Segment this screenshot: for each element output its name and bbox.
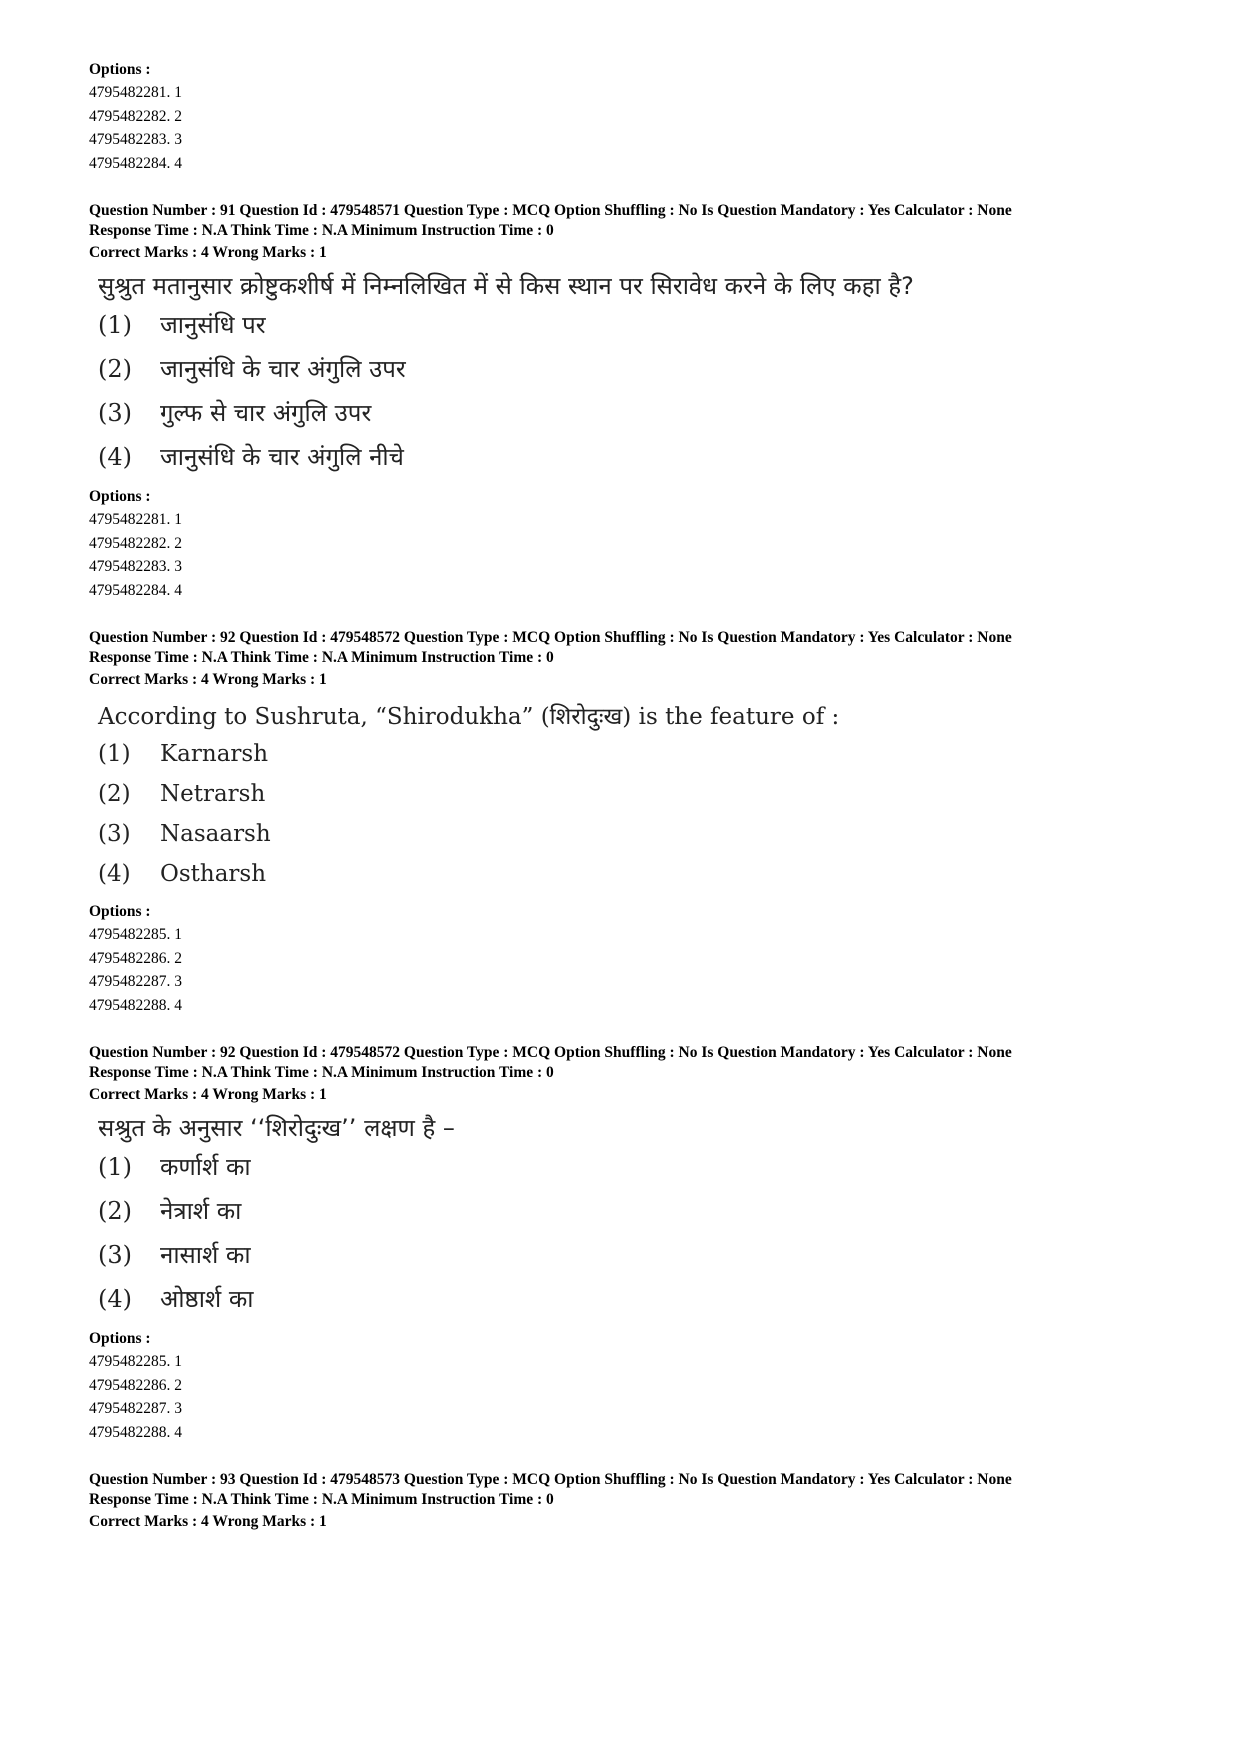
choice-number: (1) — [98, 311, 132, 339]
question-meta-line: Question Number : 92 Question Id : 479548572 Question Type : MCQ Option Shuffling : No Is Question Mandatory : Yes Calculator : None — [89, 629, 1012, 646]
options-label: Options : — [89, 488, 151, 505]
choice-text: Karnarsh — [160, 741, 269, 767]
choice-item — [98, 303, 1169, 347]
choice-item — [98, 391, 1169, 435]
option-line: 4795482282. 2 — [89, 534, 182, 552]
choice-text: गुल्फ से चार अंगुलि उपर — [160, 399, 372, 427]
choice-item — [98, 1233, 1169, 1277]
option-line: 4795482283. 3 — [89, 131, 182, 148]
marks-line: Correct Marks : 4 Wrong Marks : 1 — [89, 1086, 327, 1103]
response-time-line: Response Time : N.A Think Time : N.A Minimum Instruction Time : 0 — [89, 649, 554, 666]
choice-number: (3) — [98, 821, 131, 847]
choice-item — [98, 854, 1169, 894]
options-block — [89, 1327, 1169, 1444]
question-block-91 — [89, 201, 1169, 602]
document-page — [89, 58, 1169, 1532]
question-content — [89, 1111, 1169, 1321]
choice-text: Nasaarsh — [160, 821, 271, 847]
options-label: Options : — [89, 903, 151, 920]
choice-number: (4) — [98, 443, 132, 471]
response-time-line: Response Time : N.A Think Time : N.A Minimum Instruction Time : 0 — [89, 1491, 554, 1508]
question-meta — [89, 628, 1169, 690]
choice-number: (1) — [98, 1153, 132, 1181]
question-block-92-hindi — [89, 1043, 1169, 1444]
choice-item — [98, 774, 1169, 814]
choice-text: जानुसंधि पर — [160, 311, 266, 339]
choice-text: कर्णार्श का — [160, 1153, 251, 1181]
question-meta-line: Question Number : 91 Question Id : 479548571 Question Type : MCQ Option Shuffling : No Is Question Mandatory : Yes Calculator : None — [89, 202, 1012, 219]
choice-text: जानुसंधि के चार अंगुलि उपर — [160, 355, 406, 383]
choice-text: नेत्रार्श का — [160, 1197, 242, 1225]
option-line: 4795482284. 4 — [89, 581, 182, 599]
choice-item — [98, 1145, 1169, 1189]
question-meta — [89, 201, 1169, 263]
option-line: 4795482285. 1 — [89, 1353, 182, 1370]
marks-line: Correct Marks : 4 Wrong Marks : 1 — [89, 244, 327, 261]
question-meta-line: Question Number : 92 Question Id : 479548572 Question Type : MCQ Option Shuffling : No Is Question Mandatory : Yes Calculator : None — [89, 1044, 1012, 1061]
marks-line: Correct Marks : 4 Wrong Marks : 1 — [89, 671, 327, 688]
option-line: 4795482286. 2 — [89, 949, 182, 967]
option-line: 4795482284. 4 — [89, 154, 182, 172]
choice-number: (2) — [98, 1197, 132, 1225]
options-label: Options : — [89, 1330, 151, 1347]
choice-item — [98, 1189, 1169, 1233]
question-meta — [89, 1043, 1169, 1105]
option-line: 4795482288. 4 — [89, 996, 182, 1014]
choice-number: (4) — [98, 861, 131, 887]
option-line: 4795482287. 3 — [89, 973, 182, 990]
choice-item — [98, 347, 1169, 391]
options-block — [89, 900, 1169, 1017]
choice-item — [98, 435, 1169, 479]
choice-item — [98, 1277, 1169, 1321]
option-line: 4795482287. 3 — [89, 1400, 182, 1417]
option-line: 4795482281. 1 — [89, 511, 182, 528]
choice-text: नासार्श का — [160, 1241, 251, 1269]
question-block-93 — [89, 1470, 1169, 1532]
question-meta — [89, 1470, 1169, 1532]
choice-number: (2) — [98, 355, 132, 383]
choice-item — [98, 814, 1169, 854]
choice-number: (3) — [98, 1241, 132, 1269]
option-line: 4795482285. 1 — [89, 926, 182, 943]
question-stem: According to Sushruta, “Shirodukha” (शिरोदुःख) is the feature of : — [98, 704, 840, 730]
choice-text: Netrarsh — [160, 781, 266, 807]
prev-options-block — [89, 58, 1169, 175]
question-block-92-english — [89, 628, 1169, 1017]
question-meta-line: Question Number : 93 Question Id : 479548573 Question Type : MCQ Option Shuffling : No Is Question Mandatory : Yes Calculator : None — [89, 1471, 1012, 1488]
question-content — [89, 700, 1169, 894]
option-line: 4795482283. 3 — [89, 558, 182, 575]
option-line: 4795482286. 2 — [89, 1376, 182, 1394]
question-stem: सश्रुत के अनुसार ‘‘शिरोदुःख’’ लक्षण है – — [98, 1114, 455, 1142]
option-line: 4795482288. 4 — [89, 1423, 182, 1441]
choice-text: ओष्ठार्श का — [160, 1285, 254, 1313]
response-time-line: Response Time : N.A Think Time : N.A Minimum Instruction Time : 0 — [89, 1064, 554, 1081]
option-line: 4795482282. 2 — [89, 107, 182, 125]
choice-number: (2) — [98, 781, 131, 807]
choice-text: जानुसंधि के चार अंगुलि नीचे — [160, 443, 404, 471]
options-label: Options : — [89, 61, 151, 78]
choice-number: (4) — [98, 1285, 132, 1313]
choice-number: (1) — [98, 741, 131, 767]
choice-number: (3) — [98, 399, 132, 427]
option-line: 4795482281. 1 — [89, 84, 182, 101]
response-time-line: Response Time : N.A Think Time : N.A Minimum Instruction Time : 0 — [89, 222, 554, 239]
choice-text: Ostharsh — [160, 861, 267, 887]
choice-item — [98, 734, 1169, 774]
marks-line: Correct Marks : 4 Wrong Marks : 1 — [89, 1513, 327, 1530]
options-block — [89, 485, 1169, 602]
question-stem: सुश्रुत मतानुसार क्रोष्टुकशीर्ष में निम्नलिखित में से किस स्थान पर सिरावेध करने के लिए कहा है? — [98, 272, 914, 300]
question-content — [89, 269, 1169, 479]
